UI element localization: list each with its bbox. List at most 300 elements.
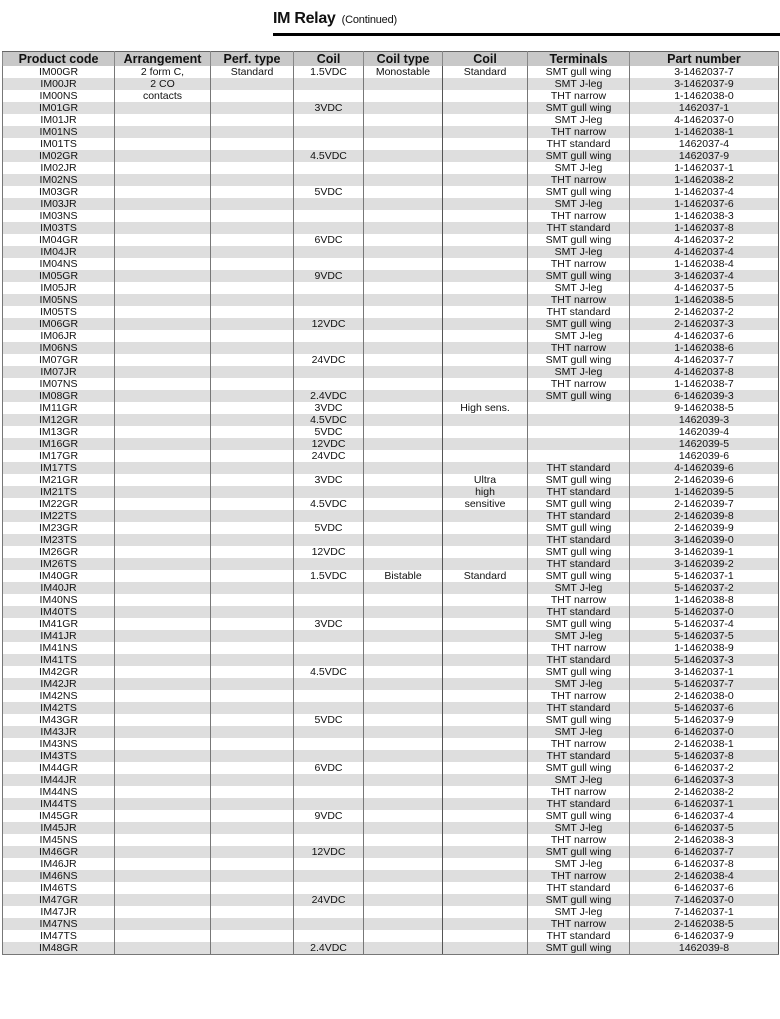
cell-terminals: THT standard bbox=[528, 930, 630, 942]
cell-coil-sensitivity bbox=[443, 642, 528, 654]
cell-coil-sensitivity bbox=[443, 390, 528, 402]
table-row bbox=[3, 546, 779, 558]
cell-product-code: IM21GR bbox=[3, 474, 115, 486]
cell-product-code: IM41TS bbox=[3, 654, 115, 666]
cell-coil bbox=[294, 606, 364, 618]
cell-coil-sensitivity bbox=[443, 738, 528, 750]
cell-perf-type bbox=[211, 534, 294, 546]
cell-arrangement bbox=[115, 522, 211, 534]
table-row bbox=[3, 798, 779, 810]
cell-arrangement bbox=[115, 774, 211, 786]
cell-coil-sensitivity bbox=[443, 774, 528, 786]
cell-arrangement bbox=[115, 738, 211, 750]
cell-terminals: THT narrow bbox=[528, 342, 630, 354]
cell-terminals: SMT J-leg bbox=[528, 858, 630, 870]
table-row bbox=[3, 438, 779, 450]
cell-coil-type bbox=[364, 522, 443, 534]
cell-coil-sensitivity bbox=[443, 306, 528, 318]
cell-product-code: IM22TS bbox=[3, 510, 115, 522]
title-subtitle: (Continued) bbox=[341, 14, 397, 26]
cell-coil bbox=[294, 486, 364, 498]
cell-arrangement bbox=[115, 810, 211, 822]
cell-coil bbox=[294, 558, 364, 570]
cell-coil-type bbox=[364, 690, 443, 702]
cell-terminals: THT standard bbox=[528, 510, 630, 522]
cell-arrangement: 2 CO bbox=[115, 78, 211, 90]
cell-coil bbox=[294, 726, 364, 738]
cell-terminals: SMT J-leg bbox=[528, 726, 630, 738]
cell-perf-type bbox=[211, 570, 294, 582]
cell-coil-sensitivity bbox=[443, 654, 528, 666]
cell-coil-type bbox=[364, 870, 443, 882]
cell-arrangement bbox=[115, 930, 211, 942]
cell-coil-type bbox=[364, 402, 443, 414]
cell-terminals: SMT gull wing bbox=[528, 354, 630, 366]
cell-coil-sensitivity bbox=[443, 714, 528, 726]
cell-product-code: IM44TS bbox=[3, 798, 115, 810]
cell-coil-type bbox=[364, 654, 443, 666]
cell-coil-type bbox=[364, 738, 443, 750]
table-row bbox=[3, 402, 779, 414]
cell-terminals: THT standard bbox=[528, 882, 630, 894]
cell-arrangement bbox=[115, 726, 211, 738]
cell-coil-sensitivity bbox=[443, 906, 528, 918]
table-row bbox=[3, 738, 779, 750]
cell-coil bbox=[294, 930, 364, 942]
cell-coil-sensitivity bbox=[443, 594, 528, 606]
cell-coil-type bbox=[364, 450, 443, 462]
table-row bbox=[3, 918, 779, 930]
table-row bbox=[3, 822, 779, 834]
cell-perf-type bbox=[211, 666, 294, 678]
cell-perf-type bbox=[211, 606, 294, 618]
cell-arrangement bbox=[115, 330, 211, 342]
cell-terminals: SMT J-leg bbox=[528, 774, 630, 786]
cell-perf-type bbox=[211, 510, 294, 522]
cell-coil bbox=[294, 582, 364, 594]
cell-perf-type bbox=[211, 654, 294, 666]
cell-coil bbox=[294, 90, 364, 102]
cell-perf-type bbox=[211, 894, 294, 906]
table-row bbox=[3, 570, 779, 582]
cell-perf-type bbox=[211, 414, 294, 426]
cell-coil-sensitivity bbox=[443, 810, 528, 822]
table-row bbox=[3, 210, 779, 222]
cell-product-code: IM08GR bbox=[3, 390, 115, 402]
table-row bbox=[3, 774, 779, 786]
cell-part-number: 7-1462037-1 bbox=[630, 906, 779, 918]
cell-coil bbox=[294, 258, 364, 270]
table-row bbox=[3, 138, 779, 150]
cell-arrangement bbox=[115, 390, 211, 402]
cell-coil: 3VDC bbox=[294, 474, 364, 486]
cell-product-code: IM07GR bbox=[3, 354, 115, 366]
cell-terminals: SMT gull wing bbox=[528, 894, 630, 906]
cell-coil-type bbox=[364, 198, 443, 210]
cell-arrangement bbox=[115, 210, 211, 222]
cell-coil-type bbox=[364, 582, 443, 594]
cell-terminals: SMT gull wing bbox=[528, 942, 630, 955]
table-row bbox=[3, 102, 779, 114]
cell-part-number: 3-1462037-4 bbox=[630, 270, 779, 282]
cell-terminals bbox=[528, 438, 630, 450]
cell-terminals: SMT gull wing bbox=[528, 810, 630, 822]
cell-terminals: SMT gull wing bbox=[528, 762, 630, 774]
cell-coil-sensitivity bbox=[443, 426, 528, 438]
cell-coil: 1.5VDC bbox=[294, 66, 364, 78]
cell-product-code: IM00JR bbox=[3, 78, 115, 90]
cell-product-code: IM03TS bbox=[3, 222, 115, 234]
cell-coil-sensitivity bbox=[443, 210, 528, 222]
cell-coil-type bbox=[364, 882, 443, 894]
cell-part-number: 6-1462039-3 bbox=[630, 390, 779, 402]
cell-product-code: IM44NS bbox=[3, 786, 115, 798]
cell-coil-type bbox=[364, 210, 443, 222]
cell-product-code: IM17GR bbox=[3, 450, 115, 462]
cell-arrangement bbox=[115, 306, 211, 318]
cell-coil bbox=[294, 642, 364, 654]
cell-coil-type bbox=[364, 678, 443, 690]
cell-coil-type bbox=[364, 162, 443, 174]
cell-coil-type bbox=[364, 390, 443, 402]
cell-perf-type bbox=[211, 798, 294, 810]
cell-coil bbox=[294, 858, 364, 870]
cell-part-number: 4-1462037-0 bbox=[630, 114, 779, 126]
table-row bbox=[3, 606, 779, 618]
cell-arrangement bbox=[115, 570, 211, 582]
cell-coil-type bbox=[364, 258, 443, 270]
table-row bbox=[3, 294, 779, 306]
cell-coil-sensitivity bbox=[443, 618, 528, 630]
cell-product-code: IM47JR bbox=[3, 906, 115, 918]
cell-coil-type: Bistable bbox=[364, 570, 443, 582]
cell-perf-type bbox=[211, 126, 294, 138]
cell-perf-type bbox=[211, 558, 294, 570]
cell-product-code: IM47GR bbox=[3, 894, 115, 906]
cell-arrangement bbox=[115, 906, 211, 918]
cell-arrangement bbox=[115, 654, 211, 666]
cell-coil: 1.5VDC bbox=[294, 570, 364, 582]
cell-part-number: 6-1462037-5 bbox=[630, 822, 779, 834]
cell-product-code: IM00GR bbox=[3, 66, 115, 78]
cell-part-number: 6-1462037-0 bbox=[630, 726, 779, 738]
cell-terminals: THT narrow bbox=[528, 870, 630, 882]
cell-product-code: IM45JR bbox=[3, 822, 115, 834]
cell-coil-type bbox=[364, 750, 443, 762]
cell-coil: 5VDC bbox=[294, 522, 364, 534]
cell-coil-sensitivity bbox=[443, 366, 528, 378]
cell-arrangement bbox=[115, 438, 211, 450]
cell-product-code: IM04NS bbox=[3, 258, 115, 270]
cell-terminals: THT standard bbox=[528, 654, 630, 666]
table-row bbox=[3, 618, 779, 630]
cell-coil-type bbox=[364, 606, 443, 618]
cell-coil-type bbox=[364, 78, 443, 90]
cell-product-code: IM45GR bbox=[3, 810, 115, 822]
cell-terminals: SMT J-leg bbox=[528, 366, 630, 378]
cell-product-code: IM05GR bbox=[3, 270, 115, 282]
cell-coil-sensitivity bbox=[443, 150, 528, 162]
cell-product-code: IM43JR bbox=[3, 726, 115, 738]
cell-coil-type bbox=[364, 222, 443, 234]
cell-perf-type bbox=[211, 918, 294, 930]
cell-part-number: 6-1462037-4 bbox=[630, 810, 779, 822]
cell-perf-type bbox=[211, 246, 294, 258]
cell-coil-sensitivity bbox=[443, 918, 528, 930]
cell-product-code: IM23TS bbox=[3, 534, 115, 546]
cell-coil-type bbox=[364, 726, 443, 738]
cell-product-code: IM01GR bbox=[3, 102, 115, 114]
cell-arrangement bbox=[115, 750, 211, 762]
table-body bbox=[3, 66, 779, 955]
cell-terminals: THT standard bbox=[528, 462, 630, 474]
table-row bbox=[3, 582, 779, 594]
cell-coil-sensitivity bbox=[443, 942, 528, 955]
cell-coil-sensitivity bbox=[443, 78, 528, 90]
cell-part-number: 4-1462037-5 bbox=[630, 282, 779, 294]
cell-arrangement bbox=[115, 834, 211, 846]
cell-product-code: IM06GR bbox=[3, 318, 115, 330]
cell-arrangement bbox=[115, 462, 211, 474]
cell-part-number: 1462039-8 bbox=[630, 942, 779, 955]
table-row bbox=[3, 654, 779, 666]
cell-part-number: 5-1462037-9 bbox=[630, 714, 779, 726]
cell-coil-type bbox=[364, 330, 443, 342]
cell-part-number: 5-1462037-3 bbox=[630, 654, 779, 666]
cell-product-code: IM12GR bbox=[3, 414, 115, 426]
cell-terminals: THT narrow bbox=[528, 834, 630, 846]
cell-coil-type bbox=[364, 438, 443, 450]
cell-coil-sensitivity bbox=[443, 786, 528, 798]
cell-arrangement bbox=[115, 486, 211, 498]
cell-coil-sensitivity bbox=[443, 630, 528, 642]
cell-coil-type bbox=[364, 114, 443, 126]
cell-arrangement bbox=[115, 882, 211, 894]
cell-arrangement bbox=[115, 174, 211, 186]
table-row bbox=[3, 690, 779, 702]
cell-perf-type bbox=[211, 282, 294, 294]
cell-coil-sensitivity bbox=[443, 462, 528, 474]
cell-terminals: SMT gull wing bbox=[528, 522, 630, 534]
cell-arrangement bbox=[115, 198, 211, 210]
cell-perf-type bbox=[211, 354, 294, 366]
cell-coil: 4.5VDC bbox=[294, 414, 364, 426]
cell-coil bbox=[294, 114, 364, 126]
cell-coil-sensitivity bbox=[443, 522, 528, 534]
cell-perf-type bbox=[211, 306, 294, 318]
cell-coil bbox=[294, 534, 364, 546]
cell-coil-type bbox=[364, 378, 443, 390]
cell-perf-type: Standard bbox=[211, 66, 294, 78]
cell-terminals: SMT gull wing bbox=[528, 666, 630, 678]
cell-product-code: IM01NS bbox=[3, 126, 115, 138]
cell-arrangement bbox=[115, 258, 211, 270]
cell-arrangement bbox=[115, 798, 211, 810]
page-title bbox=[273, 10, 397, 28]
cell-product-code: IM42NS bbox=[3, 690, 115, 702]
cell-part-number: 1-1462038-0 bbox=[630, 90, 779, 102]
cell-coil-type bbox=[364, 294, 443, 306]
cell-coil bbox=[294, 750, 364, 762]
cell-arrangement bbox=[115, 594, 211, 606]
cell-product-code: IM05JR bbox=[3, 282, 115, 294]
cell-perf-type bbox=[211, 822, 294, 834]
cell-coil-type bbox=[364, 498, 443, 510]
cell-perf-type bbox=[211, 858, 294, 870]
table-row bbox=[3, 66, 779, 78]
table-row bbox=[3, 870, 779, 882]
table-row bbox=[3, 366, 779, 378]
table-header-row bbox=[3, 52, 779, 67]
cell-coil: 24VDC bbox=[294, 354, 364, 366]
table-row bbox=[3, 750, 779, 762]
cell-arrangement bbox=[115, 846, 211, 858]
cell-terminals: SMT gull wing bbox=[528, 234, 630, 246]
cell-coil bbox=[294, 834, 364, 846]
cell-coil: 12VDC bbox=[294, 438, 364, 450]
cell-perf-type bbox=[211, 942, 294, 955]
cell-coil bbox=[294, 918, 364, 930]
cell-coil: 12VDC bbox=[294, 318, 364, 330]
cell-perf-type bbox=[211, 174, 294, 186]
cell-coil-type bbox=[364, 486, 443, 498]
cell-terminals: SMT gull wing bbox=[528, 546, 630, 558]
cell-coil-type bbox=[364, 342, 443, 354]
cell-coil-sensitivity bbox=[443, 450, 528, 462]
cell-arrangement bbox=[115, 138, 211, 150]
cell-terminals: THT narrow bbox=[528, 690, 630, 702]
cell-coil: 6VDC bbox=[294, 234, 364, 246]
cell-arrangement bbox=[115, 642, 211, 654]
cell-perf-type bbox=[211, 150, 294, 162]
cell-coil-type bbox=[364, 798, 443, 810]
title-rule bbox=[273, 33, 780, 36]
cell-product-code: IM44GR bbox=[3, 762, 115, 774]
cell-product-code: IM41GR bbox=[3, 618, 115, 630]
cell-terminals: THT standard bbox=[528, 798, 630, 810]
header-perf-type: Perf. type bbox=[211, 52, 294, 67]
cell-coil-sensitivity bbox=[443, 90, 528, 102]
cell-part-number: 5-1462037-5 bbox=[630, 630, 779, 642]
cell-coil-sensitivity bbox=[443, 846, 528, 858]
cell-coil-type bbox=[364, 630, 443, 642]
cell-coil bbox=[294, 294, 364, 306]
cell-coil-type bbox=[364, 414, 443, 426]
cell-perf-type bbox=[211, 618, 294, 630]
cell-part-number: 1-1462038-8 bbox=[630, 594, 779, 606]
cell-coil-type bbox=[364, 618, 443, 630]
cell-coil-sensitivity bbox=[443, 582, 528, 594]
cell-perf-type bbox=[211, 678, 294, 690]
cell-part-number: 1-1462038-2 bbox=[630, 174, 779, 186]
cell-arrangement bbox=[115, 630, 211, 642]
cell-coil-sensitivity bbox=[443, 378, 528, 390]
cell-part-number: 5-1462037-8 bbox=[630, 750, 779, 762]
cell-perf-type bbox=[211, 318, 294, 330]
cell-coil: 9VDC bbox=[294, 270, 364, 282]
cell-part-number: 4-1462039-6 bbox=[630, 462, 779, 474]
cell-product-code: IM03NS bbox=[3, 210, 115, 222]
cell-coil-sensitivity bbox=[443, 534, 528, 546]
cell-terminals: THT standard bbox=[528, 138, 630, 150]
cell-part-number: 1-1462038-9 bbox=[630, 642, 779, 654]
cell-perf-type bbox=[211, 930, 294, 942]
table-row bbox=[3, 594, 779, 606]
cell-part-number: 2-1462039-8 bbox=[630, 510, 779, 522]
cell-part-number: 1-1462037-8 bbox=[630, 222, 779, 234]
cell-terminals: THT narrow bbox=[528, 126, 630, 138]
cell-coil bbox=[294, 654, 364, 666]
cell-perf-type bbox=[211, 882, 294, 894]
cell-terminals: SMT gull wing bbox=[528, 186, 630, 198]
cell-perf-type bbox=[211, 234, 294, 246]
cell-coil-sensitivity bbox=[443, 762, 528, 774]
table-row bbox=[3, 894, 779, 906]
cell-perf-type bbox=[211, 462, 294, 474]
table-row bbox=[3, 630, 779, 642]
cell-perf-type bbox=[211, 138, 294, 150]
cell-arrangement bbox=[115, 498, 211, 510]
cell-coil: 3VDC bbox=[294, 618, 364, 630]
table-row bbox=[3, 354, 779, 366]
cell-arrangement bbox=[115, 426, 211, 438]
table-row bbox=[3, 486, 779, 498]
cell-perf-type bbox=[211, 834, 294, 846]
cell-coil: 4.5VDC bbox=[294, 150, 364, 162]
cell-coil-sensitivity bbox=[443, 246, 528, 258]
cell-coil: 6VDC bbox=[294, 762, 364, 774]
table-row bbox=[3, 474, 779, 486]
cell-arrangement bbox=[115, 618, 211, 630]
cell-terminals: THT standard bbox=[528, 750, 630, 762]
cell-arrangement bbox=[115, 414, 211, 426]
cell-coil-sensitivity bbox=[443, 798, 528, 810]
cell-arrangement bbox=[115, 858, 211, 870]
cell-product-code: IM46JR bbox=[3, 858, 115, 870]
cell-arrangement bbox=[115, 582, 211, 594]
cell-arrangement bbox=[115, 234, 211, 246]
cell-perf-type bbox=[211, 342, 294, 354]
cell-terminals: THT narrow bbox=[528, 594, 630, 606]
cell-perf-type bbox=[211, 258, 294, 270]
cell-coil-sensitivity: Standard bbox=[443, 66, 528, 78]
cell-arrangement bbox=[115, 102, 211, 114]
cell-arrangement bbox=[115, 558, 211, 570]
cell-product-code: IM05NS bbox=[3, 294, 115, 306]
cell-perf-type bbox=[211, 846, 294, 858]
cell-part-number: 6-1462037-6 bbox=[630, 882, 779, 894]
cell-product-code: IM40JR bbox=[3, 582, 115, 594]
cell-terminals: THT narrow bbox=[528, 258, 630, 270]
cell-terminals: SMT J-leg bbox=[528, 582, 630, 594]
cell-coil-sensitivity bbox=[443, 222, 528, 234]
cell-part-number: 2-1462039-9 bbox=[630, 522, 779, 534]
cell-terminals: THT narrow bbox=[528, 174, 630, 186]
cell-perf-type bbox=[211, 774, 294, 786]
cell-coil-sensitivity bbox=[443, 294, 528, 306]
table-row bbox=[3, 330, 779, 342]
cell-arrangement bbox=[115, 318, 211, 330]
cell-coil: 9VDC bbox=[294, 810, 364, 822]
cell-coil-type bbox=[364, 462, 443, 474]
cell-coil-sensitivity bbox=[443, 318, 528, 330]
header-terminals: Terminals bbox=[528, 52, 630, 67]
cell-perf-type bbox=[211, 294, 294, 306]
cell-coil-sensitivity bbox=[443, 126, 528, 138]
table-row bbox=[3, 186, 779, 198]
cell-coil-type bbox=[364, 906, 443, 918]
cell-terminals: SMT J-leg bbox=[528, 630, 630, 642]
